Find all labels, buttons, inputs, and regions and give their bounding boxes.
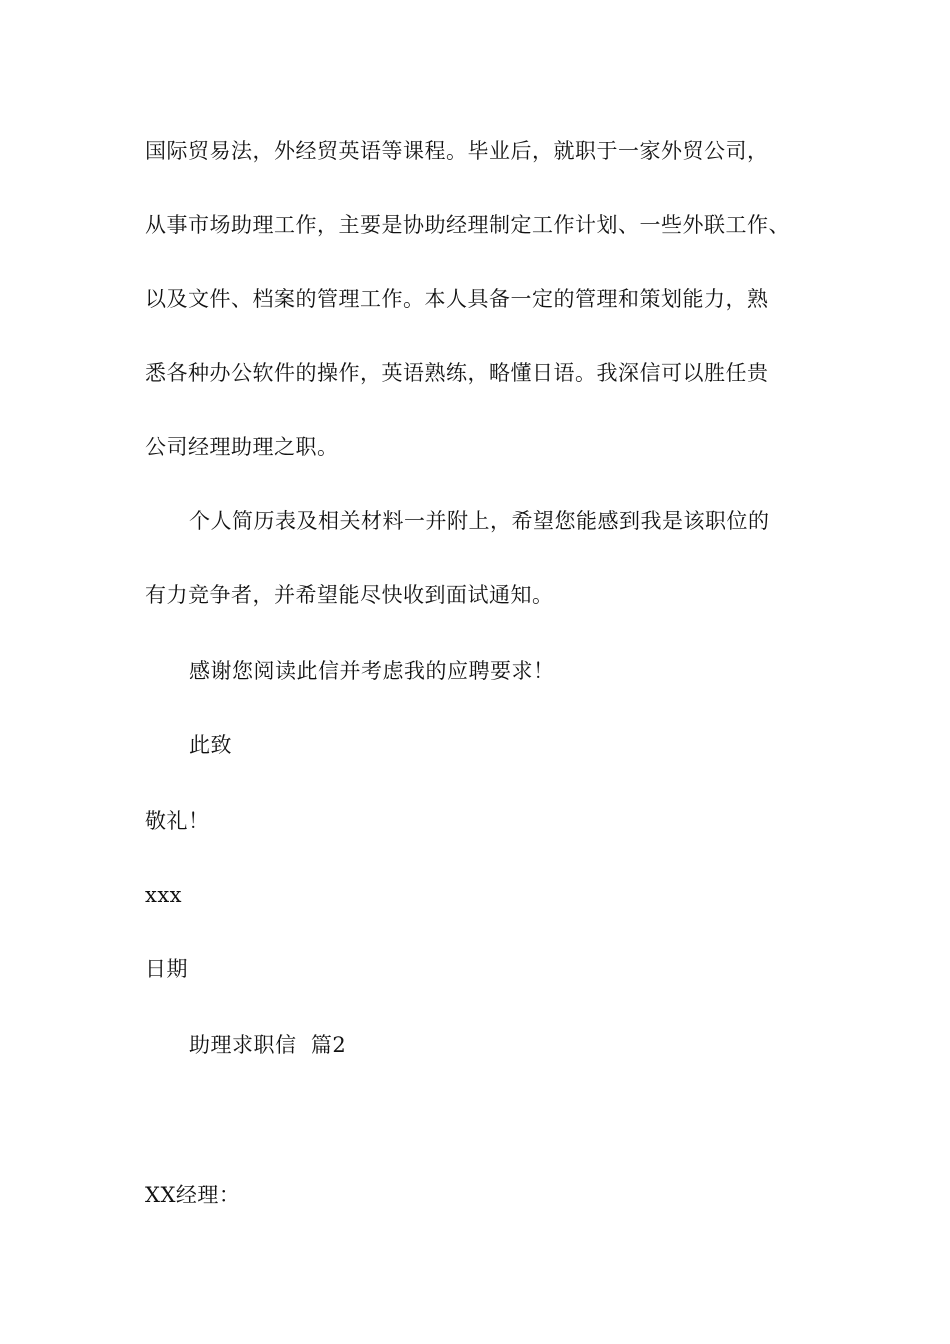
paragraph-line: 国际贸易法，外经贸英语等课程。毕业后，就职于一家外贸公司， [145, 139, 769, 163]
date-line: 日期 [145, 957, 188, 981]
paragraph-line: 有力竞争者，并希望能尽快收到面试通知。 [145, 583, 554, 607]
paragraph-line: 以及文件、档案的管理工作。本人具备一定的管理和策划能力，熟 [145, 287, 769, 311]
paragraph-line: 悉各种办公软件的操作，英语熟练，略懂日语。我深信可以胜任贵 [145, 361, 769, 385]
paragraph-line: 公司经理助理之职。 [145, 435, 339, 459]
closing-line: 此致 [189, 733, 232, 757]
section-title: 助理求职信 篇2 [189, 1033, 347, 1057]
paragraph-line: 个人简历表及相关材料一并附上，希望您能感到我是该职位的 [189, 509, 770, 533]
paragraph-line: 从事市场助理工作，主要是协助经理制定工作计划、一些外联工作、 [145, 213, 790, 237]
salute-line: 敬礼！ [145, 809, 210, 833]
greeting-line: XX经理： [145, 1183, 241, 1207]
thanks-line: 感谢您阅读此信并考虑我的应聘要求！ [189, 659, 555, 683]
signature-line: xxx [145, 883, 183, 907]
